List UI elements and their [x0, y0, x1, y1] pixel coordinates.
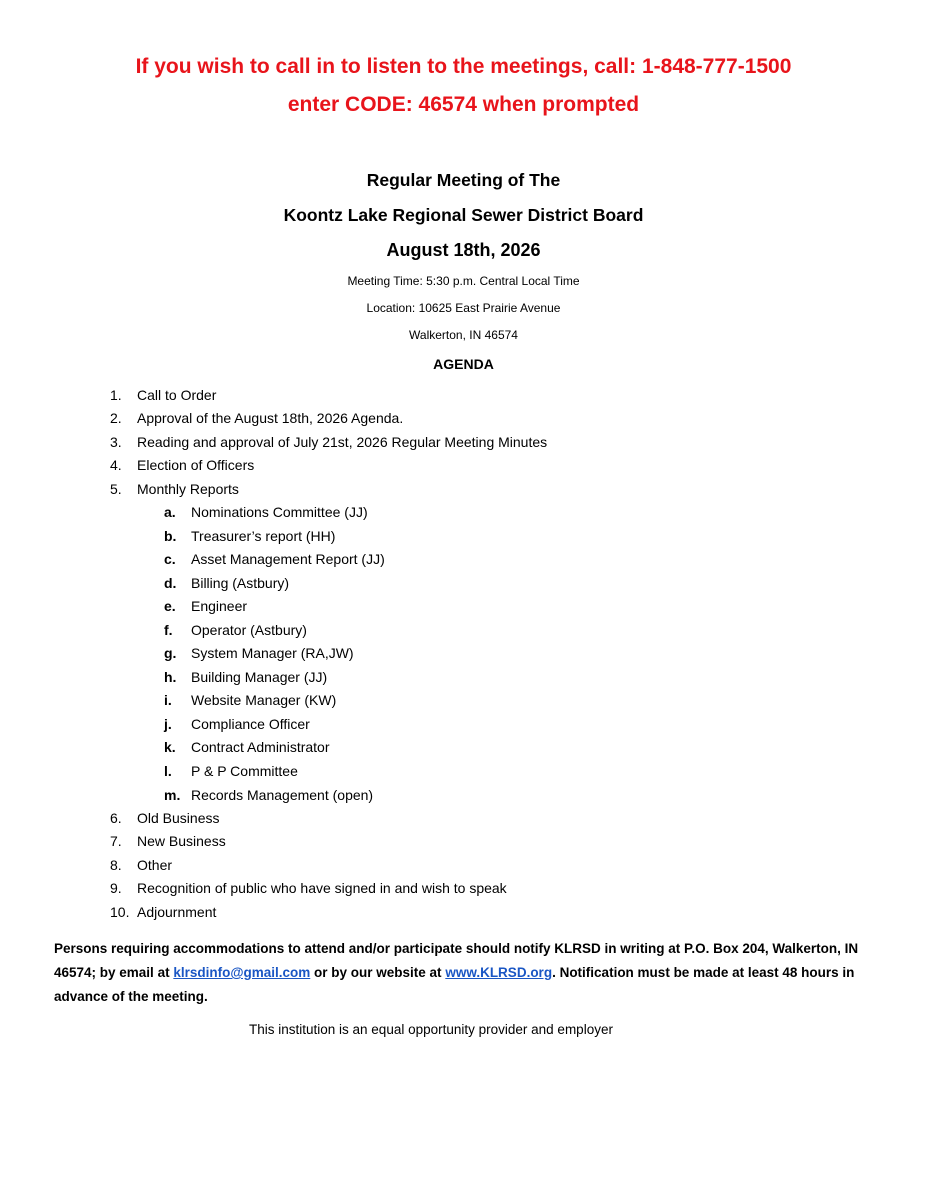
agenda-item-number: 9.: [110, 880, 122, 896]
subitem-text: Billing (Astbury): [191, 575, 290, 591]
subitem-letter: d.: [164, 575, 177, 591]
subitem-text: Operator (Astbury): [191, 622, 307, 638]
subitem-letter: m.: [164, 787, 181, 803]
notice-text: or by our website at: [310, 965, 446, 980]
notice-text: Persons requiring accommodations to attend and/or participate should notify KLRSD in writing at P.O. Box 204, Walkerton, IN 46574; by email at: [54, 941, 859, 980]
agenda-item-text: Approval of the August 18th, 2026 Agenda.: [137, 410, 404, 426]
agenda-item-number: 6.: [110, 810, 122, 826]
subitem-text: Asset Management Report (JJ): [191, 551, 385, 567]
agenda-item-number: 4.: [110, 457, 122, 473]
website-link[interactable]: www.KLRSD.org: [445, 965, 553, 980]
subitem-letter: i.: [164, 692, 172, 708]
subitem-letter: a.: [164, 504, 176, 520]
subitem-letter: h.: [164, 669, 177, 685]
agenda-item-text: Reading and approval of July 21st, 2026 Regular Meeting Minutes: [137, 434, 548, 450]
meeting-time: Meeting Time: 5:30 p.m. Central Local Time: [347, 274, 580, 288]
notice-text: . Notification must be made at least 48 hours in advance of the meeting.: [54, 965, 855, 1004]
agenda-item-number: 7.: [110, 833, 122, 849]
meeting-location: Location: 10625 East Prairie Avenue: [366, 301, 561, 315]
agenda-item-text: Other: [137, 857, 173, 873]
agenda-item-text: Election of Officers: [137, 457, 255, 473]
agenda-item-number: 10.: [110, 904, 130, 920]
agenda-item-number: 8.: [110, 857, 122, 873]
accommodations-notice: [54, 937, 884, 1009]
meeting-city: Walkerton, IN 46574: [409, 328, 518, 342]
meeting-title: Regular Meeting of The: [366, 170, 561, 190]
agenda-item-text: Old Business: [137, 810, 220, 826]
subitem-text: Website Manager (KW): [191, 692, 337, 708]
subitem-text: Nominations Committee (JJ): [191, 504, 368, 520]
call-in-number: If you wish to call in to listen to the meetings, call: 1-848-777-1500: [135, 55, 792, 78]
call-in-code: enter CODE: 46574 when prompted: [287, 93, 640, 116]
meeting-date: August 18th, 2026: [386, 240, 541, 260]
subitem-text: Compliance Officer: [191, 716, 310, 732]
subitem-letter: f.: [164, 622, 173, 638]
subitem-letter: g.: [164, 645, 177, 661]
equal-opportunity-statement: This institution is an equal opportunity provider and employer: [249, 1022, 613, 1037]
agenda-item-text: Adjournment: [137, 904, 217, 920]
board-name: Koontz Lake Regional Sewer District Board: [283, 205, 644, 225]
subitem-letter: c.: [164, 551, 176, 567]
agenda-item-number: 5.: [110, 481, 122, 497]
subitem-letter: b.: [164, 528, 177, 544]
agenda-item-text: Monthly Reports: [137, 481, 239, 497]
subitem-text: Treasurer’s report (HH): [191, 528, 336, 544]
subitem-text: P & P Committee: [191, 763, 298, 779]
agenda-heading: AGENDA: [433, 356, 494, 372]
agenda-item-text: New Business: [137, 833, 226, 849]
subitem-text: Records Management (open): [191, 787, 374, 803]
subitem-text: Building Manager (JJ): [191, 669, 328, 685]
email-link[interactable]: klrsdinfo@gmail.com: [173, 965, 311, 980]
subitem-text: System Manager (RA,JW): [191, 645, 354, 661]
subitem-text: Contract Administrator: [191, 739, 330, 755]
subitem-letter: l.: [164, 763, 172, 779]
agenda-item-number: 2.: [110, 410, 122, 426]
subitem-text: Engineer: [191, 598, 248, 614]
subitem-letter: j.: [164, 716, 172, 732]
agenda-item-text: Recognition of public who have signed in and wish to speak: [137, 880, 507, 896]
agenda-item-number: 3.: [110, 434, 122, 450]
agenda-item-text: Call to Order: [137, 387, 217, 403]
subitem-letter: e.: [164, 598, 176, 614]
agenda-item-number: 1.: [110, 387, 122, 403]
subitem-letter: k.: [164, 739, 176, 755]
